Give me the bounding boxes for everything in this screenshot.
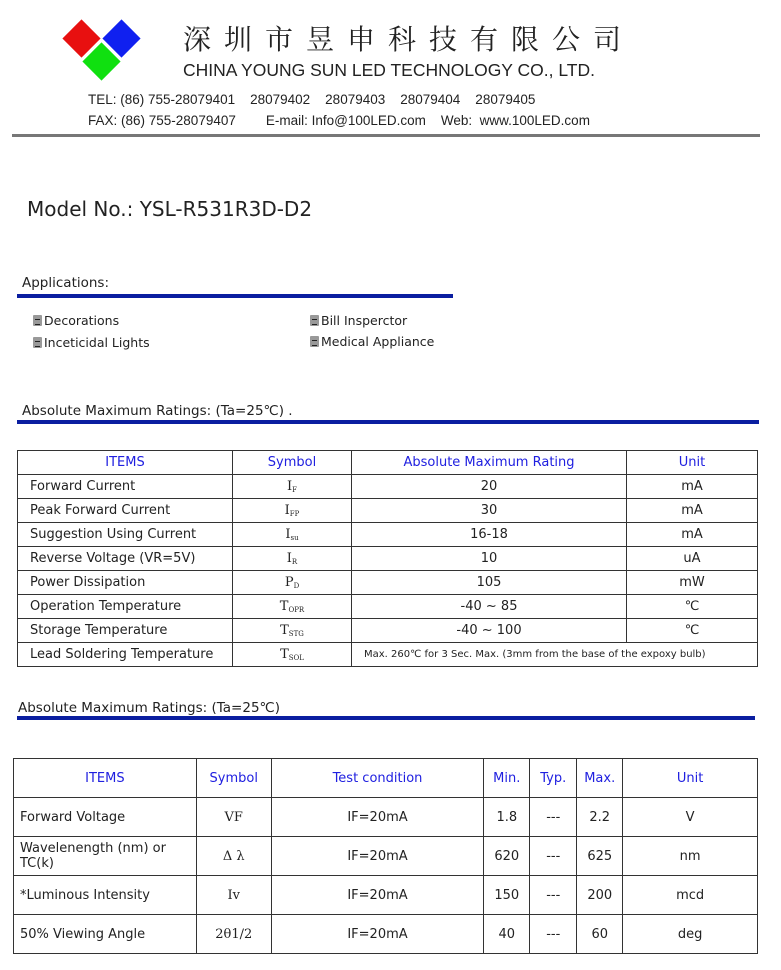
table-cell: Iv [196,876,271,915]
electro-optical-table [13,758,758,954]
symbol-cell [233,547,352,571]
symbol-subscript: STG [288,630,304,638]
table-cell: deg [623,915,758,954]
symbol-cell [233,643,352,667]
app-label: Inceticidal Lights [44,335,150,350]
header-cell: ITEMS [18,451,233,475]
table-row [18,499,758,523]
table-cell: IF=20mA [271,876,484,915]
table-cell: 2.2 [577,798,623,837]
header-cell: Unit [623,759,758,798]
table-cell: Δ λ [196,837,271,876]
table-row [18,595,758,619]
table-cell: 150 [484,876,530,915]
header-cell: Min. [484,759,530,798]
table-cell: Lead Soldering Temperature [18,643,233,667]
symbol-cell [233,475,352,499]
symbol: I [287,479,293,494]
table-cell: 10 [352,547,627,571]
table-row [14,837,758,876]
header-cell: Symbol [233,451,352,475]
table-cell: --- [530,798,577,837]
table-cell: --- [530,876,577,915]
company-name-en: CHINA YOUNG SUN LED TECHNOLOGY CO., LTD. [183,60,595,80]
table-cell: Storage Temperature [18,619,233,643]
app-item [310,313,407,328]
table-cell: 1.8 [484,798,530,837]
symbol-cell [233,499,352,523]
table-row [18,571,758,595]
table-cell: Wavelenength (nm) or TC(k) [14,837,197,876]
table-cell: IF=20mA [271,915,484,954]
app-item [33,313,119,328]
table-cell: Power Dissipation [18,571,233,595]
table-row [14,915,758,954]
table-cell: Max. 260℃ for 3 Sec. Max. (3mm from the base of the expoxy bulb) [352,643,758,667]
table-cell: VF [196,798,271,837]
app-label: Bill Insperctor [321,313,408,328]
table-cell: Operation Temperature [18,595,233,619]
abs-max-divider [17,420,759,424]
document-icon [310,336,319,347]
symbol: T [280,647,289,662]
fax-line: FAX: (86) 755-28079407 E-mail: Info@100LED.com Web: www.100LED.com [88,113,590,128]
header-cell: ITEMS [14,759,197,798]
table-cell: nm [623,837,758,876]
table-row [18,643,758,667]
abs-max-title: Absolute Maximum Ratings: (Ta=25℃) . [22,403,293,419]
header-cell: Typ. [530,759,577,798]
table-cell: -40 ~ 100 [352,619,627,643]
app-label: Medical Appliance [321,334,435,349]
abs-max-table [17,450,758,667]
table-cell: ℃ [627,595,758,619]
table-cell: --- [530,837,577,876]
document-icon [33,315,42,326]
header-cell: Max. [577,759,623,798]
header-cell: Absolute Maximum Rating [352,451,627,475]
table-cell: IF=20mA [271,798,484,837]
table-cell: V [623,798,758,837]
symbol: I [284,503,290,518]
symbol: T [279,599,289,614]
applications-title: Applications: [22,275,110,291]
symbol-subscript: F [292,486,297,494]
table-cell: uA [627,547,758,571]
table-cell: 30 [352,499,627,523]
table-cell: 625 [577,837,623,876]
applications-divider [17,294,453,298]
table-cell: *Luminous Intensity [14,876,197,915]
symbol-cell [233,523,352,547]
symbol-subscript: FP [289,510,300,518]
table-cell: mcd [623,876,758,915]
table-row [18,547,758,571]
symbol: P [284,575,294,590]
symbol: I [285,527,291,542]
electro-divider [17,716,755,720]
table-cell: 50% Viewing Angle [14,915,197,954]
table-cell: mW [627,571,758,595]
table-cell: 200 [577,876,623,915]
symbol-cell [233,619,352,643]
table-cell: Peak Forward Current [18,499,233,523]
table-cell: mA [627,523,758,547]
symbol-subscript: OPR [288,606,305,614]
model-number: Model No.: YSL-R531R3D-D2 [27,197,313,221]
symbol-subscript: su [290,534,299,542]
table-cell: 16-18 [352,523,627,547]
table-row [18,523,758,547]
table-cell: 40 [484,915,530,954]
app-item [310,334,434,349]
header-cell: Symbol [196,759,271,798]
symbol-subscript: SOL [288,654,304,662]
table-cell: -40 ~ 85 [352,595,627,619]
table-cell: mA [627,475,758,499]
table-row [14,798,758,837]
company-name-cn: 深圳市昱申科技有限公司 [183,23,635,56]
document-icon [33,337,42,348]
table-cell: ℃ [627,619,758,643]
table-header-row [14,759,758,798]
table-cell: 60 [577,915,623,954]
symbol: T [280,623,289,638]
app-label: Decorations [44,313,120,328]
table-cell: 105 [352,571,627,595]
symbol-cell [233,595,352,619]
header-divider [12,134,760,137]
table-cell: --- [530,915,577,954]
header-cell: Unit [627,451,758,475]
table-cell: Forward Current [18,475,233,499]
electro-title: Absolute Maximum Ratings: (Ta=25℃) [18,700,280,716]
document-icon [310,315,319,326]
symbol-subscript: R [291,558,298,566]
table-cell: 2θ1/2 [196,915,271,954]
symbol-cell [233,571,352,595]
table-header-row [18,451,758,475]
symbol: I [286,551,292,566]
header-cell: Test condition [271,759,484,798]
table-cell: Forward Voltage [14,798,197,837]
table-cell: 620 [484,837,530,876]
app-item [33,335,150,350]
table-cell: Suggestion Using Current [18,523,233,547]
tel-line: TEL: (86) 755-28079401 28079402 28079403 28079404 28079405 [88,92,536,107]
table-cell: mA [627,499,758,523]
table-cell: Reverse Voltage (VR=5V) [18,547,233,571]
table-row [14,876,758,915]
table-cell: IF=20mA [271,837,484,876]
table-cell: 20 [352,475,627,499]
table-row [18,619,758,643]
symbol-subscript: D [293,582,300,590]
table-row [18,475,758,499]
